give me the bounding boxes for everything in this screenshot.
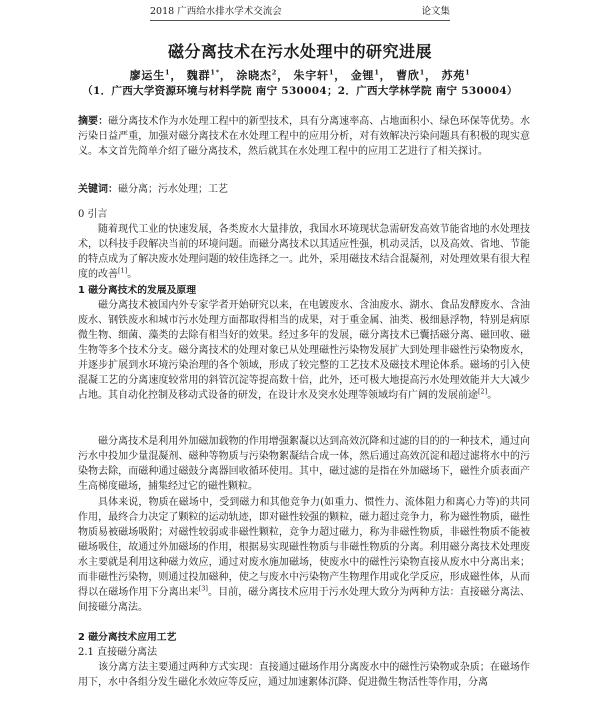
paragraph-mechanism bbox=[78, 495, 530, 615]
paragraph-text: 该分离方法主要通过两种方式实现：直接通过磁场作用分离废水中的磁性污染物或杂质；在磁场作用下，水中各组分发生磁化水效应等反应，通过加速絮体沉降、促进微生物活性等作用，分离 bbox=[78, 662, 530, 688]
author-name: 廖运生 bbox=[129, 69, 166, 82]
abstract bbox=[78, 114, 530, 159]
section-heading-intro: 0 引言 bbox=[78, 209, 108, 220]
paragraph-development bbox=[78, 298, 530, 403]
citation-ref: [2] bbox=[478, 387, 488, 396]
author-sup: 1 bbox=[419, 68, 426, 77]
paragraph-text: 。 bbox=[487, 390, 498, 401]
author-sup: 2 bbox=[271, 68, 278, 77]
paragraph-intro bbox=[78, 222, 530, 282]
author-sup: 1 bbox=[328, 68, 335, 77]
keywords-label: 关键词： bbox=[78, 184, 118, 195]
author-name: 涂晓杰 bbox=[236, 69, 272, 82]
author-sup: 1 bbox=[165, 68, 171, 77]
author-name: 金锂 bbox=[350, 69, 375, 82]
section-heading-1: 1 磁分离技术的发展及原理 bbox=[78, 285, 196, 296]
paragraph-text: 。目前，磁分离技术应用于污水处理大致分为两种方法：直接磁分离法、间接磁分离法。 bbox=[78, 587, 531, 613]
paper-title: 磁分离技术在污水处理中的研究进展 bbox=[167, 42, 432, 61]
author-name: 曹欣 bbox=[396, 69, 420, 82]
paragraph-text: 具体来说，物质在磁场中，受到磁力和其他竞争力(如重力、惯性力、流体阻力和离心力等)的共同作用，最终合力决定了颗粒的运动轨迹，即对磁性较强的颗粒，磁力超过竞争力，称为磁性物质，磁性物质易被磁场吸附；对磁性较弱或非磁性颗粒，竞争力超过磁力，称为非磁性物质，非磁性物质不能被磁场吸住，故通过外加磁场的作用，根据易实现磁性物质与非磁性物质的分离。利用磁分离技术处理废水主要就是利用这种磁力效应，通过对废水施加磁场，使废水中的磁性污染物直接从废水中分离出来；而非磁性污染物，则通过投加磁种，使之与废水中污染物产生物理作用或化学反应，形成磁性体，从而得以在磁场作用下分离出来 bbox=[78, 497, 530, 598]
paragraph-text: 磁分离技术被国内外专家学者开始研究以来，在电镀废水、含油废水、湖水、食品发酵废水、含油废水、钢铁废水和城市污水处理方面都取得相当的成果，对于重金属、油类、极细悬浮物，特别是病原微生物、细菌、藻类的去除有相当好的效果。经过多年的发展，磁分离技术已囊括磁分离、磁回收、磁生物等多个技术分支。磁分离技术的处理对象已从处理磁性污染物发展扩大到处理非磁性污染物废水，并逐步扩展到水环境污染治理的各个领域，形成了较完整的工艺技术及磁技术理论体系。磁场的引入使混凝工艺的分离速度较常用的斜管沉淀等提高数十倍，此外，还可极大地提高污水处理效能并大大减少占地。其自动化控制及移动式设备的研发，在设计水及突水处理等领域均有广阔的发展前途 bbox=[78, 300, 530, 401]
keywords-text: 磁分离；污水处理；工艺 bbox=[118, 184, 228, 195]
paragraph-direct-separation bbox=[78, 660, 530, 690]
paragraph-principle bbox=[78, 434, 530, 494]
paragraph-text: 磁分离技术是利用外加磁加载物的作用增强絮凝以达到高效沉降和过滤的目的的一种技术，通过向污水中投加少量混凝剂、磁种等物质与污染物絮凝结合成一体，然后通过高效沉淀和超过滤将水中的污染物去除，而磁种通过磁鼓分离器回收循环使用。其中，磁过滤的是指在外加磁场下，磁性介质表面产生高梯度磁场，捕集经过它的磁性颗粒。 bbox=[78, 436, 530, 492]
paragraph-text: 。 bbox=[127, 269, 138, 280]
affiliation: （1．广西大学资源环境与材料学院 南宁 530004；2．广西大学林学院 南宁 530004） bbox=[82, 85, 518, 97]
author-name: 朱宇轩 bbox=[293, 69, 329, 82]
citation-ref: [3] bbox=[198, 584, 208, 593]
abstract-text: 磁分离技术作为水处理工程中的新型技术，具有分离速率高、占地面积小、绿色环保等优势。水污染日益严重，加强对磁分离技术在水处理工程中的应用分析，对有效解决污染问题具有积极的现实意义。本文首先简单介绍了磁分离技术，然后就其在水处理工程中的应用工艺进行了相关探讨。 bbox=[78, 116, 531, 157]
section-heading-2: 2 磁分离技术应用工艺 bbox=[78, 632, 177, 643]
paragraph-text: 随着现代工业的快速发展，各类废水大量排放，我国水环境现状急需研发高效节能省地的水处理技术，以科技手段解决当前的环境问题。而磁分离技术以其适应性强，机动灵活，以及高效、省地、节能的特点成为了解决废水处理问题的较佳选择之一。此外，采用磁技术结合混凝剂，对处理效果有很大程度的改善 bbox=[78, 224, 530, 280]
author-name: 苏苑 bbox=[441, 69, 466, 82]
author-sup: 1 bbox=[374, 68, 380, 77]
citation-ref: [1] bbox=[118, 266, 128, 275]
section-heading-2-1: 2.1 直接磁分离法 bbox=[78, 647, 158, 658]
author-name: 魏群 bbox=[186, 69, 211, 82]
header-proceedings: 论文集 bbox=[421, 6, 450, 17]
header-conference: 2018 广西给水排水学术交流会 bbox=[150, 6, 282, 17]
keywords bbox=[78, 182, 530, 197]
author-sup: 1* bbox=[210, 68, 220, 77]
abstract-label: 摘要： bbox=[78, 116, 109, 127]
author-list: 廖运生$^1$， 魏群$^{1*}$， 涂晓杰$^2$， 朱宇轩$^1$， 金锂$^1$， 曹欣$^1$， 苏苑$^1$ bbox=[129, 68, 471, 82]
author-sup: 1 bbox=[465, 68, 471, 77]
running-header bbox=[150, 4, 450, 21]
